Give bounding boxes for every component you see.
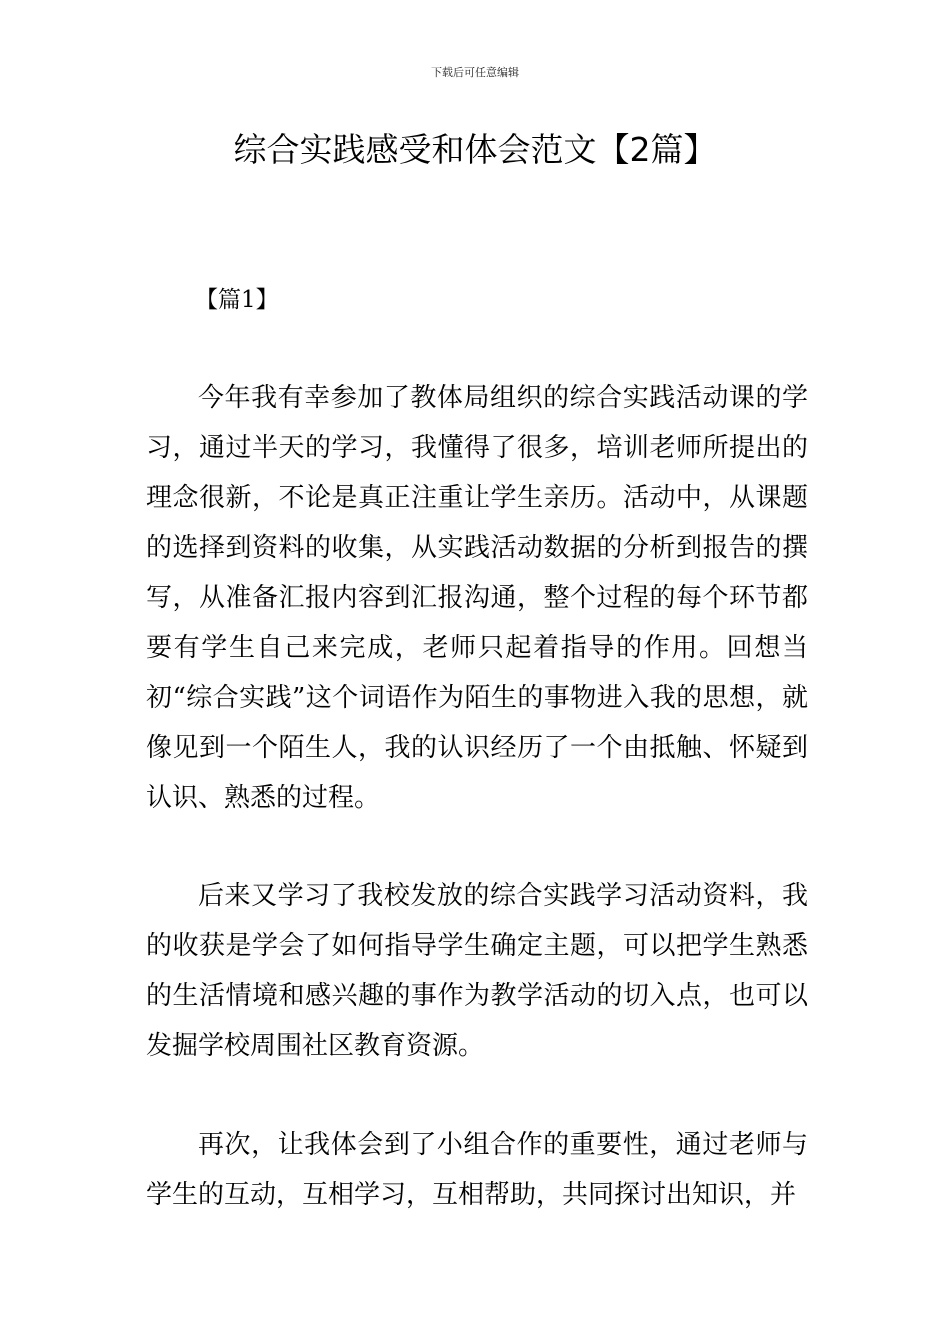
paragraph-2: 后来又学习了我校发放的综合实践学习活动资料，我的收获是学会了如何指导学生确定主题，可以把学生熟悉的生活情境和感兴趣的事作为教学活动的切入点，也可以发掘学校周围社区教育资源。 bbox=[146, 881, 808, 1061]
header-note: 下载后可任意编辑 bbox=[431, 66, 519, 79]
document-title: 综合实践感受和体会范文【2篇】 bbox=[233, 130, 717, 169]
section-label: 【篇1】 bbox=[195, 287, 279, 313]
paragraph-1: 今年我有幸参加了教体局组织的综合实践活动课的学习，通过半天的学习，我懂得了很多，培训老师所提出的理念很新，不论是真正注重让学生亲历。活动中，从课题的选择到资料的收集，从实践活动数据的分析到报告的撰写，从准备汇报内容到汇报沟通，整个过程的每个环节都要有学生自己来完成，老师只起着指导的作用。回想当初“综合实践”这个词语作为陌生的事物进入我的思想，就像见到一个陌生人，我的认识经历了一个由抵触、怀疑到认识、熟悉的过程。 bbox=[146, 383, 808, 813]
paragraph-3: 再次，让我体会到了小组合作的重要性，通过老师与学生的互动，互相学习，互相帮助，共同探讨出知识，并 bbox=[146, 1130, 808, 1210]
